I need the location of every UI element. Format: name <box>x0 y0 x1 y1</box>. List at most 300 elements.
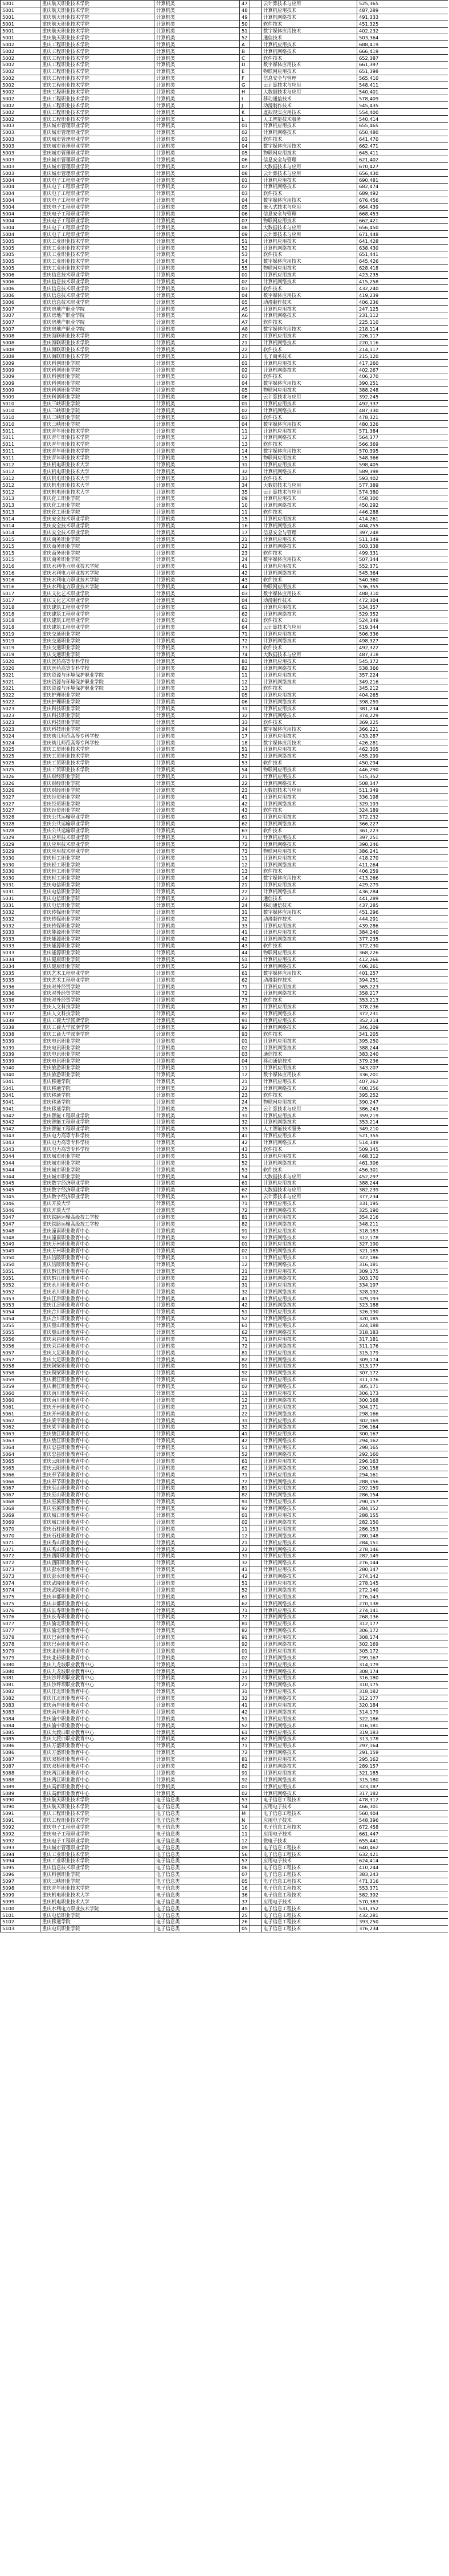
table-row <box>1 1688 448 1695</box>
cell-major-category: 计算机类 <box>154 1580 240 1586</box>
table-row <box>1 861 448 868</box>
cell-school-code: 5085 <box>1 1729 40 1736</box>
cell-major-name: 软件技术 <box>262 508 357 515</box>
cell-note <box>250 1261 262 1268</box>
cell-score: 327,190 <box>357 1240 448 1247</box>
cell-school-code: 5001 <box>1 34 40 41</box>
cell-major-name: 计算机应用技术 <box>262 672 357 678</box>
cell-major-name: 物联网应用技术 <box>262 68 357 75</box>
table-row <box>1 1220 448 1227</box>
cell-school-code: 5090 <box>1 1797 40 1804</box>
cell-school-code: 5070 <box>1 1525 40 1532</box>
cell-major-category: 计算机类 <box>154 569 240 576</box>
cell-note <box>250 773 262 780</box>
cell-note <box>250 990 262 997</box>
cell-major-category: 计算机类 <box>154 1417 240 1424</box>
cell-score: 383,240 <box>357 1051 448 1058</box>
cell-school-name: 重庆信息技术职业学院 <box>40 299 154 306</box>
cell-major-category: 电子信息类 <box>154 1837 240 1844</box>
table-row <box>1 325 448 332</box>
cell-major-name: 计算机应用技术 <box>262 1363 357 1370</box>
cell-major-name: 计算机网络技术 <box>262 1369 357 1376</box>
cell-score: 565,410 <box>357 75 448 82</box>
cell-school-code: 5030 <box>1 854 40 861</box>
cell-score: 458,300 <box>357 495 448 502</box>
table-row <box>1 1729 448 1736</box>
cell-plan-code: 91 <box>240 1769 250 1776</box>
cell-plan-code: 45 <box>240 1905 250 1912</box>
cell-school-name: 重庆三峡职业学院 <box>40 400 154 407</box>
cell-school-code: 5086 <box>1 1742 40 1749</box>
cell-plan-code: 01 <box>240 1512 250 1519</box>
cell-school-code: 5011 <box>1 441 40 447</box>
table-row <box>1 319 448 325</box>
cell-score: 574,380 <box>357 489 448 495</box>
cell-score: 432,240 <box>357 285 448 292</box>
cell-score: 455,299 <box>357 752 448 759</box>
table-row <box>1 1763 448 1769</box>
cell-score: 388,244 <box>357 1179 448 1186</box>
cell-note <box>250 502 262 508</box>
cell-score: 531,352 <box>357 1905 448 1912</box>
cell-major-category: 计算机类 <box>154 319 240 325</box>
cell-score: 548,396 <box>357 1817 448 1824</box>
table-row <box>1 1824 448 1830</box>
cell-school-name: 重庆南岸职业教育中心 <box>40 1708 154 1715</box>
cell-note <box>250 1275 262 1281</box>
cell-score: 398,259 <box>357 698 448 705</box>
cell-note <box>250 597 262 604</box>
cell-major-name: 动漫制作技术 <box>262 597 357 604</box>
cell-score: 688,419 <box>357 41 448 48</box>
cell-school-code: 5023 <box>1 712 40 719</box>
cell-score: 388,244 <box>357 1044 448 1051</box>
cell-plan-code: 82 <box>240 1627 250 1634</box>
cell-major-name: 计算机网络技术 <box>262 861 357 868</box>
cell-score: 382,239 <box>357 1186 448 1193</box>
cell-score: 437,285 <box>357 902 448 909</box>
cell-note <box>250 1105 262 1112</box>
cell-score: 651,398 <box>357 68 448 75</box>
cell-note <box>250 963 262 970</box>
cell-score: 418,270 <box>357 854 448 861</box>
cell-major-name: 软件技术 <box>262 1031 357 1037</box>
cell-major-name: 计算机应用技术 <box>262 515 357 522</box>
table-row <box>1 1749 448 1756</box>
cell-plan-code: 22 <box>240 1546 250 1553</box>
table-row <box>1 1485 448 1492</box>
cell-major-category: 计算机类 <box>154 1627 240 1634</box>
cell-note <box>250 1919 262 1926</box>
cell-note <box>250 1566 262 1573</box>
cell-plan-code: 12 <box>240 1071 250 1078</box>
cell-school-name: 重庆双桥职业教育中心 <box>40 1756 154 1763</box>
cell-note <box>250 285 262 292</box>
cell-major-category: 计算机类 <box>154 468 240 475</box>
table-row <box>1 1661 448 1668</box>
cell-major-name: 信息安全与管理 <box>262 210 357 217</box>
cell-score: 589,398 <box>357 468 448 475</box>
cell-note <box>250 1871 262 1878</box>
cell-major-name: 计算机应用技术 <box>262 1078 357 1085</box>
cell-plan-code: 50 <box>240 21 250 27</box>
cell-plan-code: 03 <box>240 414 250 421</box>
cell-note <box>250 1430 262 1437</box>
cell-school-code: 5095 <box>1 1864 40 1871</box>
cell-note <box>250 1654 262 1661</box>
cell-school-name: 重庆数字经济职业学院 <box>40 1193 154 1200</box>
cell-major-name: 计算机应用技术 <box>262 1607 357 1614</box>
table-row <box>1 400 448 407</box>
cell-major-category: 计算机类 <box>154 495 240 502</box>
cell-plan-code: 16 <box>240 1885 250 1891</box>
table-row <box>1 1207 448 1214</box>
cell-school-code: 5084 <box>1 1722 40 1729</box>
cell-major-name: 计算机应用技术 <box>262 1647 357 1654</box>
cell-school-name: 重庆大渡口职业教育中心 <box>40 1736 154 1743</box>
cell-school-name: 重庆科创职业学院 <box>40 1871 154 1878</box>
table-row <box>1 1464 448 1471</box>
cell-major-category: 计算机类 <box>154 27 240 34</box>
cell-school-code: 5001 <box>1 27 40 34</box>
cell-school-name: 重庆合川职业教育中心 <box>40 1315 154 1322</box>
cell-plan-code: 54 <box>240 1173 250 1180</box>
cell-major-category: 计算机类 <box>154 428 240 434</box>
cell-major-name: 计算机应用技术 <box>262 1580 357 1586</box>
cell-note <box>250 353 262 360</box>
cell-plan-code: 43 <box>240 942 250 949</box>
cell-major-category: 计算机类 <box>154 1057 240 1064</box>
cell-school-name: 重庆商务职业学院 <box>40 556 154 563</box>
table-row <box>1 421 448 428</box>
cell-plan-code: 22 <box>240 543 250 550</box>
cell-school-code: 5007 <box>1 325 40 332</box>
cell-score: 247,125 <box>357 306 448 312</box>
cell-school-code: 5059 <box>1 1383 40 1390</box>
cell-score: 304,171 <box>357 1403 448 1410</box>
cell-school-name: 重庆璧山职业教育中心 <box>40 1322 154 1329</box>
cell-note <box>250 1668 262 1675</box>
cell-school-name: 重庆航天职业技术学院 <box>40 34 154 41</box>
cell-note <box>250 665 262 672</box>
cell-note <box>250 75 262 82</box>
cell-score: 294,162 <box>357 1437 448 1444</box>
cell-major-name: 云计算技术与应用 <box>262 231 357 238</box>
cell-score: 548,366 <box>357 454 448 461</box>
table-row <box>1 1580 448 1586</box>
cell-score: 317,182 <box>357 1790 448 1797</box>
cell-score: 436,284 <box>357 888 448 895</box>
cell-major-name: 计算机应用技术 <box>262 1661 357 1668</box>
cell-school-code: 5051 <box>1 1275 40 1281</box>
cell-score: 358,217 <box>357 990 448 997</box>
cell-school-name: 重庆房地产职业学院 <box>40 325 154 332</box>
cell-plan-code: 51 <box>240 746 250 752</box>
cell-school-code: 5023 <box>1 719 40 726</box>
cell-plan-code: 51 <box>240 1715 250 1722</box>
table-row <box>1 1166 448 1173</box>
cell-school-name: 重庆移通学院 <box>40 1919 154 1926</box>
table-row <box>1 1458 448 1464</box>
table-row <box>1 68 448 75</box>
cell-major-name: 软件技术 <box>262 136 357 143</box>
cell-major-category: 计算机类 <box>154 922 240 929</box>
cell-plan-code: 06 <box>240 393 250 400</box>
cell-major-name: 计算机应用技术 <box>262 238 357 245</box>
cell-school-code: 5047 <box>1 1220 40 1227</box>
cell-score: 400,256 <box>357 1085 448 1092</box>
cell-score: 628,418 <box>357 264 448 271</box>
cell-school-code: 5017 <box>1 590 40 597</box>
cell-plan-code: 17 <box>240 529 250 536</box>
cell-major-category: 计算机类 <box>154 1288 240 1295</box>
cell-school-name: 重庆科技职业学院 <box>40 712 154 719</box>
cell-major-category: 计算机类 <box>154 1613 240 1620</box>
cell-major-name: 计算机应用技术 <box>262 834 357 841</box>
cell-school-code: 5031 <box>1 888 40 895</box>
table-row <box>1 1146 448 1153</box>
table-row <box>1 1769 448 1776</box>
cell-major-name: 软件技术 <box>262 441 357 447</box>
cell-plan-code: A <box>240 41 250 48</box>
cell-major-name: 计算机应用技术 <box>262 1742 357 1749</box>
cell-major-name: 云计算技术与应用 <box>262 170 357 177</box>
cell-major-name: 计算机应用技术 <box>262 1756 357 1763</box>
cell-note <box>250 1186 262 1193</box>
cell-score: 519,344 <box>357 624 448 630</box>
cell-plan-code: 81 <box>240 1620 250 1627</box>
table-row <box>1 874 448 881</box>
cell-major-name: 计算机应用技术 <box>262 428 357 434</box>
cell-major-name: 云计算技术与应用 <box>262 624 357 630</box>
cell-plan-code: 42 <box>240 1573 250 1580</box>
cell-school-name: 重庆艺术工程职业学院 <box>40 976 154 983</box>
cell-note <box>250 231 262 238</box>
cell-plan-code: 16 <box>240 522 250 529</box>
cell-plan-code: 31 <box>240 1112 250 1119</box>
cell-school-code: 5025 <box>1 766 40 773</box>
cell-major-name: 物联网应用技术 <box>262 149 357 156</box>
table-row <box>1 1403 448 1410</box>
cell-major-name: 电子信息工程技术 <box>262 1864 357 1871</box>
cell-school-name: 重庆永川职业教育中心 <box>40 1281 154 1288</box>
cell-note <box>250 759 262 766</box>
cell-major-name: 计算机网络技术 <box>262 434 357 441</box>
cell-major-category: 计算机类 <box>154 1098 240 1105</box>
cell-school-code: 5039 <box>1 1044 40 1051</box>
cell-major-name: 微电子技术 <box>262 1837 357 1844</box>
cell-major-category: 计算机类 <box>154 447 240 454</box>
cell-school-name: 重庆大足职业教育中心 <box>40 1349 154 1356</box>
cell-note <box>250 1424 262 1431</box>
cell-plan-code: 62 <box>240 976 250 983</box>
cell-plan-code: 82 <box>240 1491 250 1498</box>
table-row <box>1 820 448 827</box>
table-row <box>1 569 448 576</box>
cell-note <box>250 184 262 190</box>
cell-school-name: 重庆商务职业学院 <box>40 536 154 543</box>
cell-school-code: 5001 <box>1 14 40 21</box>
cell-note <box>250 1322 262 1329</box>
cell-note <box>250 1688 262 1695</box>
cell-school-name: 重庆工程职业技术学院 <box>40 62 154 68</box>
cell-note <box>250 414 262 421</box>
cell-plan-code: 81 <box>240 1485 250 1492</box>
cell-major-name: 数字媒体应用技术 <box>262 726 357 732</box>
cell-plan-code: 02 <box>240 407 250 414</box>
cell-school-code: 5082 <box>1 1695 40 1702</box>
cell-school-code: 5080 <box>1 1661 40 1668</box>
cell-major-name: 计算机网络技术 <box>262 1600 357 1607</box>
cell-school-name: 重庆城市职业学院 <box>40 1159 154 1166</box>
cell-score: 508,347 <box>357 780 448 787</box>
cell-major-name: 动漫制作技术 <box>262 915 357 922</box>
cell-plan-code: 31 <box>240 705 250 712</box>
cell-school-name: 重庆经贸职业学院 <box>40 793 154 800</box>
cell-school-code: 5009 <box>1 367 40 373</box>
cell-school-code: 5005 <box>1 245 40 251</box>
cell-school-name: 重庆智能工程职业学院 <box>40 1118 154 1125</box>
cell-major-category: 计算机类 <box>154 942 240 949</box>
cell-major-name: 计算机应用技术 <box>262 7 357 14</box>
cell-note <box>250 583 262 590</box>
cell-school-name: 重庆青年职业技术学院 <box>40 1885 154 1891</box>
cell-major-category: 计算机类 <box>154 536 240 543</box>
cell-school-name: 重庆开州职业教育中心 <box>40 1410 154 1417</box>
cell-major-category: 计算机类 <box>154 1458 240 1464</box>
cell-plan-code: 53 <box>240 759 250 766</box>
cell-major-name: 软件技术 <box>262 550 357 556</box>
cell-major-category: 计算机类 <box>154 217 240 224</box>
cell-major-name: 计算机应用技术 <box>262 1254 357 1261</box>
cell-plan-code: 04 <box>240 143 250 149</box>
table-row <box>1 888 448 895</box>
table-row <box>1 264 448 271</box>
cell-school-code: 5005 <box>1 264 40 271</box>
cell-school-name: 重庆青年职业技术学院 <box>40 434 154 441</box>
cell-school-code: 5094 <box>1 1858 40 1865</box>
cell-major-category: 计算机类 <box>154 190 240 197</box>
cell-major-name: 软件技术 <box>262 475 357 482</box>
cell-note <box>250 136 262 143</box>
cell-major-name: 计算机应用技术 <box>262 813 357 820</box>
cell-major-name: 大数据技术与应用 <box>262 1186 357 1193</box>
cell-school-name: 重庆铜梁职业教育中心 <box>40 1363 154 1370</box>
cell-school-code: 5081 <box>1 1681 40 1688</box>
cell-score: 415,258 <box>357 278 448 285</box>
cell-major-name: 计算机网络技术 <box>262 1424 357 1431</box>
table-row <box>1 190 448 197</box>
cell-major-name: 物联网应用技术 <box>262 454 357 461</box>
cell-school-code: 5027 <box>1 800 40 807</box>
cell-major-name: 移动通信技术 <box>262 95 357 102</box>
cell-note <box>250 1295 262 1302</box>
cell-major-category: 计算机类 <box>154 902 240 909</box>
cell-plan-code: 06 <box>240 698 250 705</box>
cell-note <box>250 1247 262 1254</box>
table-row <box>1 1546 448 1553</box>
cell-school-code: 5077 <box>1 1620 40 1627</box>
cell-major-name: 软件技术 <box>262 1146 357 1153</box>
cell-school-code: 5020 <box>1 658 40 665</box>
table-row <box>1 787 448 793</box>
cell-note <box>250 1478 262 1485</box>
cell-major-category: 计算机类 <box>154 1430 240 1437</box>
cell-score: 326,190 <box>357 1308 448 1315</box>
cell-school-name: 重庆海联职业技术学院 <box>40 332 154 339</box>
cell-score: 218,114 <box>357 325 448 332</box>
cell-school-code: 5004 <box>1 224 40 231</box>
cell-major-category: 计算机类 <box>154 1200 240 1207</box>
cell-plan-code: 42 <box>240 1437 250 1444</box>
cell-major-category: 计算机类 <box>154 617 240 624</box>
cell-note <box>250 1532 262 1539</box>
cell-major-name: 物联网应用技术 <box>262 386 357 393</box>
table-row <box>1 922 448 929</box>
cell-plan-code: 12 <box>240 1532 250 1539</box>
cell-plan-code: 73 <box>240 644 250 651</box>
cell-major-name: 电子信息工程技术 <box>262 1925 357 1932</box>
cell-major-category: 电子信息类 <box>154 1912 240 1919</box>
table-row <box>1 102 448 109</box>
cell-major-category: 计算机类 <box>154 109 240 116</box>
cell-major-category: 计算机类 <box>154 1071 240 1078</box>
cell-note <box>250 1390 262 1397</box>
cell-score: 272,140 <box>357 1586 448 1593</box>
table-row <box>1 672 448 678</box>
cell-plan-code: 23 <box>240 895 250 902</box>
cell-note <box>250 332 262 339</box>
table-row <box>1 1674 448 1681</box>
cell-school-code: 5093 <box>1 1844 40 1851</box>
cell-note <box>250 1471 262 1478</box>
cell-note <box>250 197 262 204</box>
cell-score: 365,223 <box>357 983 448 990</box>
cell-plan-code: 33 <box>240 475 250 482</box>
cell-major-category: 计算机类 <box>154 1403 240 1410</box>
cell-major-name: 计算机应用技术 <box>262 1064 357 1071</box>
cell-major-name: 计算机网络技术 <box>262 1329 357 1336</box>
cell-school-name: 重庆房地产职业学院 <box>40 312 154 319</box>
cell-major-name: 计算机应用技术 <box>262 1376 357 1383</box>
cell-plan-code: 48 <box>240 7 250 14</box>
cell-major-category: 计算机类 <box>154 1302 240 1309</box>
cell-plan-code: 53 <box>240 1797 250 1804</box>
cell-school-code: 5069 <box>1 1512 40 1519</box>
cell-major-category: 计算机类 <box>154 550 240 556</box>
cell-score: 661,397 <box>357 62 448 68</box>
cell-note <box>250 691 262 698</box>
table-row <box>1 353 448 360</box>
cell-score: 298,165 <box>357 1444 448 1451</box>
cell-school-code: 5035 <box>1 976 40 983</box>
cell-school-name: 重庆机电职业技术大学 <box>40 482 154 489</box>
cell-plan-code: 22 <box>240 346 250 353</box>
cell-score: 334,197 <box>357 1281 448 1288</box>
cell-plan-code: 92 <box>240 1369 250 1376</box>
cell-score: 381,234 <box>357 705 448 712</box>
cell-major-name: 计算机应用技术 <box>262 1336 357 1342</box>
cell-major-name: 数字媒体应用技术 <box>262 380 357 386</box>
cell-major-category: 计算机类 <box>154 1281 240 1288</box>
cell-major-name: 计算机网络技术 <box>262 637 357 644</box>
cell-note <box>250 1593 262 1600</box>
cell-plan-code: 03 <box>240 136 250 143</box>
cell-major-category: 计算机类 <box>154 34 240 41</box>
cell-score: 406,261 <box>357 963 448 970</box>
cell-school-name: 重庆丰都职业教育中心 <box>40 1600 154 1607</box>
cell-school-name: 重庆财经职业学院 <box>40 780 154 787</box>
